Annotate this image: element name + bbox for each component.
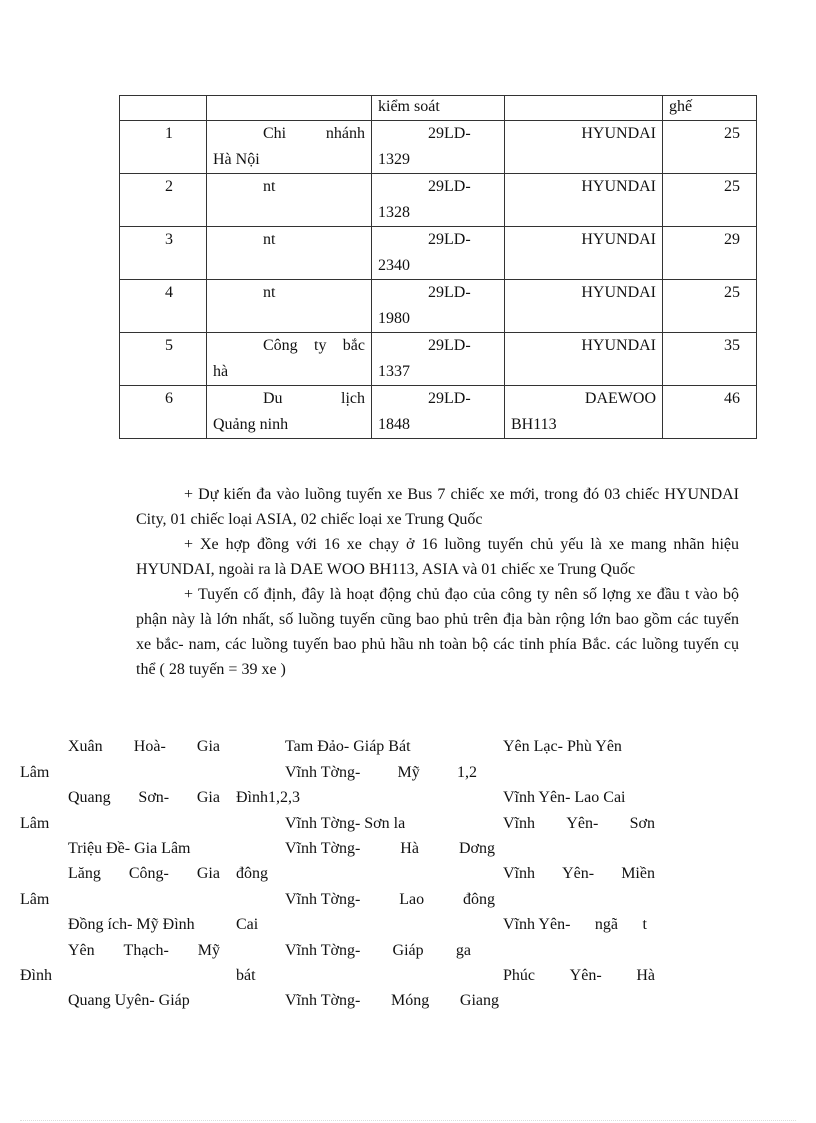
route-item: Vĩnh Yên- Lao Cai bbox=[503, 789, 626, 806]
row-seats: 25 bbox=[663, 174, 757, 227]
row-number: 4 bbox=[120, 280, 207, 333]
row-plate: 29LD- 2340 bbox=[372, 227, 505, 280]
row-unit: Du lịch Quảng ninh bbox=[207, 386, 372, 439]
row-seats: 25 bbox=[663, 121, 757, 174]
row-seats: 25 bbox=[663, 280, 757, 333]
row-number: 5 bbox=[120, 333, 207, 386]
row-model: HYUNDAI bbox=[505, 174, 663, 227]
route-item: Vĩnh Tờng- Lao đông bbox=[285, 891, 495, 908]
row-seats: 35 bbox=[663, 333, 757, 386]
row-unit: nt bbox=[207, 280, 372, 333]
row-number: 6 bbox=[120, 386, 207, 439]
paragraph: + Xe hợp đồng với 16 xe chạy ở 16 luồng tuyến chủ yếu là xe mang nhãn hiệu HYUNDAI, ngoài ra là DAE WOO BH113, ASIA và 01 chiếc xe Trung Quốc bbox=[136, 536, 739, 578]
route-item: Đình1,2,3 bbox=[236, 789, 300, 806]
route-item: Vĩnh Tờng- Móng Giang bbox=[285, 992, 499, 1009]
row-model: HYUNDAI bbox=[505, 121, 663, 174]
route-item: đông bbox=[236, 865, 268, 882]
vehicle-table bbox=[119, 95, 757, 439]
route-item: bát bbox=[236, 967, 256, 984]
route-item: Xuân Hoà- Gia bbox=[68, 738, 220, 755]
row-plate: 29LD- 1980 bbox=[372, 280, 505, 333]
route-item: Triệu Đề- Gia Lâm bbox=[68, 840, 191, 857]
route-item: Đồng ích- Mỹ Đình bbox=[68, 916, 195, 933]
route-item: Vĩnh Tờng- Giáp ga bbox=[285, 942, 471, 959]
route-item: Cai bbox=[236, 916, 259, 933]
route-item: Lâm bbox=[20, 815, 50, 832]
row-model: HYUNDAI bbox=[505, 333, 663, 386]
row-model: DAEWOO BH113 bbox=[505, 386, 663, 439]
header-cell bbox=[207, 96, 372, 121]
row-plate: 29LD- 1337 bbox=[372, 333, 505, 386]
route-item: Lâm bbox=[20, 891, 50, 908]
row-number: 2 bbox=[120, 174, 207, 227]
page-bottom-rule bbox=[20, 1120, 796, 1121]
route-item: Vĩnh Yên- Miền bbox=[503, 865, 655, 882]
table-row bbox=[120, 386, 757, 439]
paragraph: + Dự kiến đa vào luồng tuyến xe Bus 7 chiếc xe mới, trong đó 03 chiếc HYUNDAI City, 01 chiếc loại ASIA, 02 chiếc loại xe Trung Quốc bbox=[136, 486, 739, 528]
row-unit: nt bbox=[207, 227, 372, 280]
row-number: 1 bbox=[120, 121, 207, 174]
route-item: Đình bbox=[20, 967, 52, 984]
row-number: 3 bbox=[120, 227, 207, 280]
route-item: Vĩnh Yên- ngã t bbox=[503, 916, 647, 933]
table-row bbox=[120, 121, 757, 174]
row-model: HYUNDAI bbox=[505, 280, 663, 333]
route-item: Vĩnh Yên- Sơn bbox=[503, 815, 655, 832]
route-item: Yên Lạc- Phù Yên bbox=[503, 738, 622, 755]
header-cell-seats: ghế bbox=[663, 96, 757, 121]
header-cell bbox=[505, 96, 663, 121]
row-unit: Công ty bắc hà bbox=[207, 333, 372, 386]
route-item: Vĩnh Tờng- Mỹ 1,2 bbox=[285, 764, 477, 781]
table-header-row bbox=[120, 96, 757, 121]
row-unit: Chi nhánh Hà Nội bbox=[207, 121, 372, 174]
route-item: Yên Thạch- Mỹ bbox=[68, 942, 220, 959]
row-plate: 29LD- 1328 bbox=[372, 174, 505, 227]
table-row bbox=[120, 227, 757, 280]
table-row bbox=[120, 280, 757, 333]
table-row bbox=[120, 333, 757, 386]
row-plate: 29LD- 1848 bbox=[372, 386, 505, 439]
route-item: Vĩnh Tờng- Hà Dơng bbox=[285, 840, 495, 857]
route-item: Quang Uyên- Giáp bbox=[68, 992, 190, 1009]
row-seats: 29 bbox=[663, 227, 757, 280]
route-item: Quang Sơn- Gia bbox=[68, 789, 220, 806]
row-plate: 29LD- 1329 bbox=[372, 121, 505, 174]
paragraph: + Tuyến cố định, đây là hoạt động chủ đạo của công ty nên số lợng xe đầu t vào bộ phận này là lớn nhất, số luồng tuyến cũng bao phủ trên địa bàn rộng lớn bao gồm các tuyến xe bắc- nam, các luồng tuyến bao phủ hầu nh toàn bộ các tỉnh phía Bắc. các luồng tuyến cụ thể ( 28 tuyến = 39 xe ) bbox=[136, 586, 739, 678]
route-item: Vĩnh Tờng- Sơn la bbox=[285, 815, 406, 832]
route-item: Tam Đảo- Giáp Bát bbox=[285, 738, 411, 755]
route-item: Lâm bbox=[20, 764, 50, 781]
body-text bbox=[136, 482, 739, 682]
header-cell-control: kiểm soát bbox=[372, 96, 505, 121]
row-model: HYUNDAI bbox=[505, 227, 663, 280]
route-item: Phúc Yên- Hà bbox=[503, 967, 655, 984]
row-seats: 46 bbox=[663, 386, 757, 439]
row-unit: nt bbox=[207, 174, 372, 227]
route-item: Lăng Công- Gia bbox=[68, 865, 220, 882]
table-row bbox=[120, 174, 757, 227]
header-cell bbox=[120, 96, 207, 121]
